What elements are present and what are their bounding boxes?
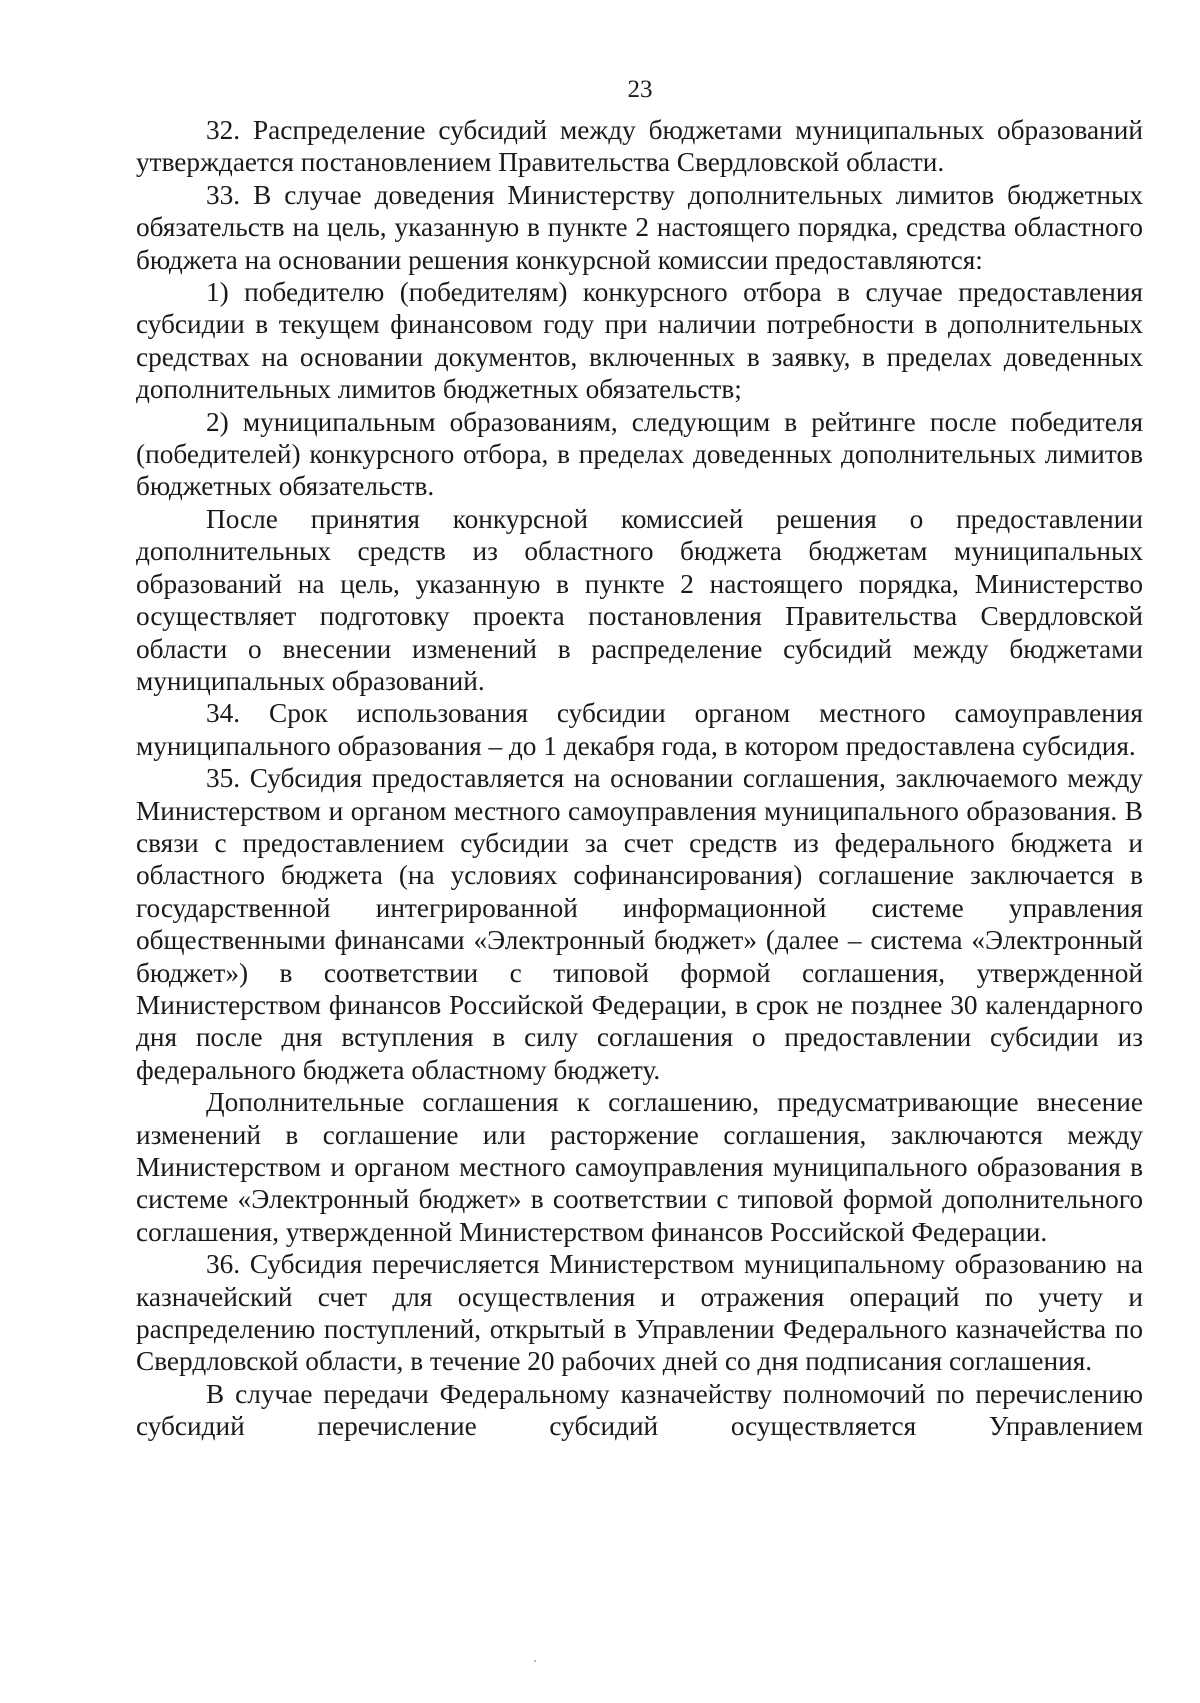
paragraph-36-continuation: В случае передачи Федеральному казначейству полномочий по перечислению субсидий перечисление субсидий осуществляется Управлением	[136, 1378, 1143, 1442]
paragraph-33-item-2: 2) муниципальным образованиям, следующим в рейтинге после победителя (победителей) конкурсного отбора, в пределах доведенных дополнительных лимитов бюджетных обязательств.	[136, 406, 1143, 502]
paragraph-34: 34. Срок использования субсидии органом местного самоуправления муниципального образования – до 1 декабря года, в котором предоставлена субсидия.	[136, 698, 1143, 761]
document-body	[136, 114, 1143, 1443]
page-number: 23	[627, 76, 653, 103]
paragraph-33-continuation: После принятия конкурсной комиссией решения о предоставлении дополнительных средств из областного бюджета бюджетам муниципальных образований на цель, указанную в пункте 2 настоящего порядка, Министерство осуществляет подготовку проекта постановления Правительства Свердловской области о внесении изменений в распределение субсидий между бюджетами муниципальных образований.	[136, 503, 1143, 696]
paragraph-32: 32. Распределение субсидий между бюджетами муниципальных образований утверждается постановлением Правительства Свердловской области.	[136, 115, 1143, 178]
paragraph-33: 33. В случае доведения Министерству дополнительных лимитов бюджетных обязательств на цель, указанную в пункте 2 настоящего порядка, средства областного бюджета на основании решения конкурсной комиссии предоставляются:	[136, 179, 1143, 275]
paragraph-35: 35. Субсидия предоставляется на основании соглашения, заключаемого между Министерством и органом местного самоуправления муниципального образования. В связи с предоставлением субсидии за счет средств из федерального бюджета и областного бюджета (на условиях софинансирования) соглашение заключается в государственной интегрированной информационной системе управления общественными финансами «Электронный бюджет» (далее – система «Электронный бюджет») в соответствии с типовой формой соглашения, утвержденной Министерством финансов Российской Федерации, в срок не позднее 30 календарного дня после дня вступления в силу соглашения о предоставлении субсидии из федерального бюджета областному бюджету.	[136, 763, 1143, 1085]
paragraph-36: 36. Субсидия перечисляется Министерством муниципальному образованию на казначейский счет для осуществления и отражения операций по учету и распределению поступлений, открытый в Управлении Федерального казначейства по Свердловской области, в течение 20 рабочих дней со дня подписания соглашения.	[136, 1249, 1143, 1377]
paragraph-33-item-1: 1) победителю (победителям) конкурсного отбора в случае предоставления субсидии в текущем финансовом году при наличии потребности в дополнительных средствах на основании документов, включенных в заявку, в пределах доведенных дополнительных лимитов бюджетных обязательств;	[136, 277, 1143, 405]
scan-speck	[534, 1660, 536, 1662]
paragraph-35-continuation: Дополнительные соглашения к соглашению, предусматривающие внесение изменений в соглашение или расторжение соглашения, заключаются между Министерством и органом местного самоуправления муниципального образования в системе «Электронный бюджет» в соответствии с типовой формой дополнительного соглашения, утвержденной Министерством финансов Российской Федерации.	[136, 1087, 1143, 1247]
